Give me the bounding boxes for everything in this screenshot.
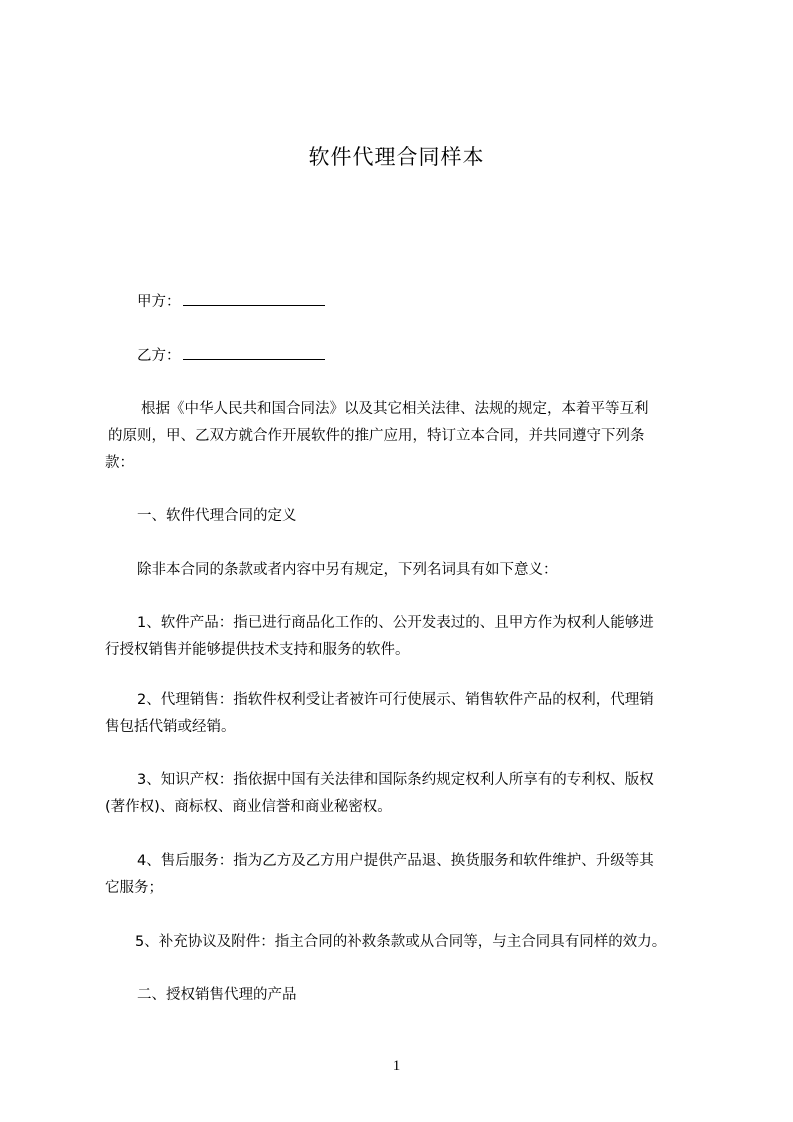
party-a-label: 甲方： bbox=[137, 294, 181, 310]
preamble-line: 款： bbox=[105, 455, 134, 471]
definition-line: 3、知识产权：指依据中国有关法律和国际条约规定权利人所享有的专利权、版权 bbox=[137, 772, 654, 788]
document-title: 软件代理合同样本 bbox=[308, 145, 485, 169]
definition-line: (著作权)、商标权、商业信誉和商业秘密权。 bbox=[105, 799, 392, 815]
section-1-heading: 一、软件代理合同的定义 bbox=[137, 508, 297, 524]
party-b-label: 乙方： bbox=[137, 348, 181, 364]
preamble-line: 的原则，甲、乙双方就合作开展软件的推广应用，特订立本合同，并共同遵守下列条 bbox=[108, 428, 645, 444]
page-number: 1 bbox=[392, 1058, 401, 1074]
party-a-blank bbox=[183, 291, 325, 306]
definition-line: 它服务； bbox=[105, 880, 163, 896]
party-a-line bbox=[137, 291, 325, 312]
party-b-blank bbox=[183, 345, 325, 360]
definition-line: 2、代理销售：指软件权利受让者被许可行使展示、销售软件产品的权利，代理销 bbox=[137, 692, 654, 708]
definition-line: 售包括代销或经销。 bbox=[105, 719, 236, 735]
section-2-heading: 二、授权销售代理的产品 bbox=[137, 987, 297, 1003]
definition-line: 4、售后服务：指为乙方及乙方用户提供产品退、换货服务和软件维护、升级等其 bbox=[137, 853, 654, 869]
section-1-intro: 除非本合同的条款或者内容中另有规定，下列名词具有如下意义： bbox=[137, 562, 558, 578]
definition-line: 5、补充协议及附件：指主合同的补救条款或从合同等，与主合同具有同样的效力。 bbox=[135, 934, 667, 950]
definition-line: 1、软件产品：指已进行商品化工作的、公开发表过的、且甲方作为权利人能够进 bbox=[137, 615, 654, 631]
party-b-line bbox=[137, 345, 325, 366]
preamble-line: 根据《中华人民共和国合同法》以及其它相关法律、法规的规定，本着平等互利 bbox=[141, 401, 649, 417]
definition-line: 行授权销售并能够提供技术支持和服务的软件。 bbox=[105, 642, 410, 658]
